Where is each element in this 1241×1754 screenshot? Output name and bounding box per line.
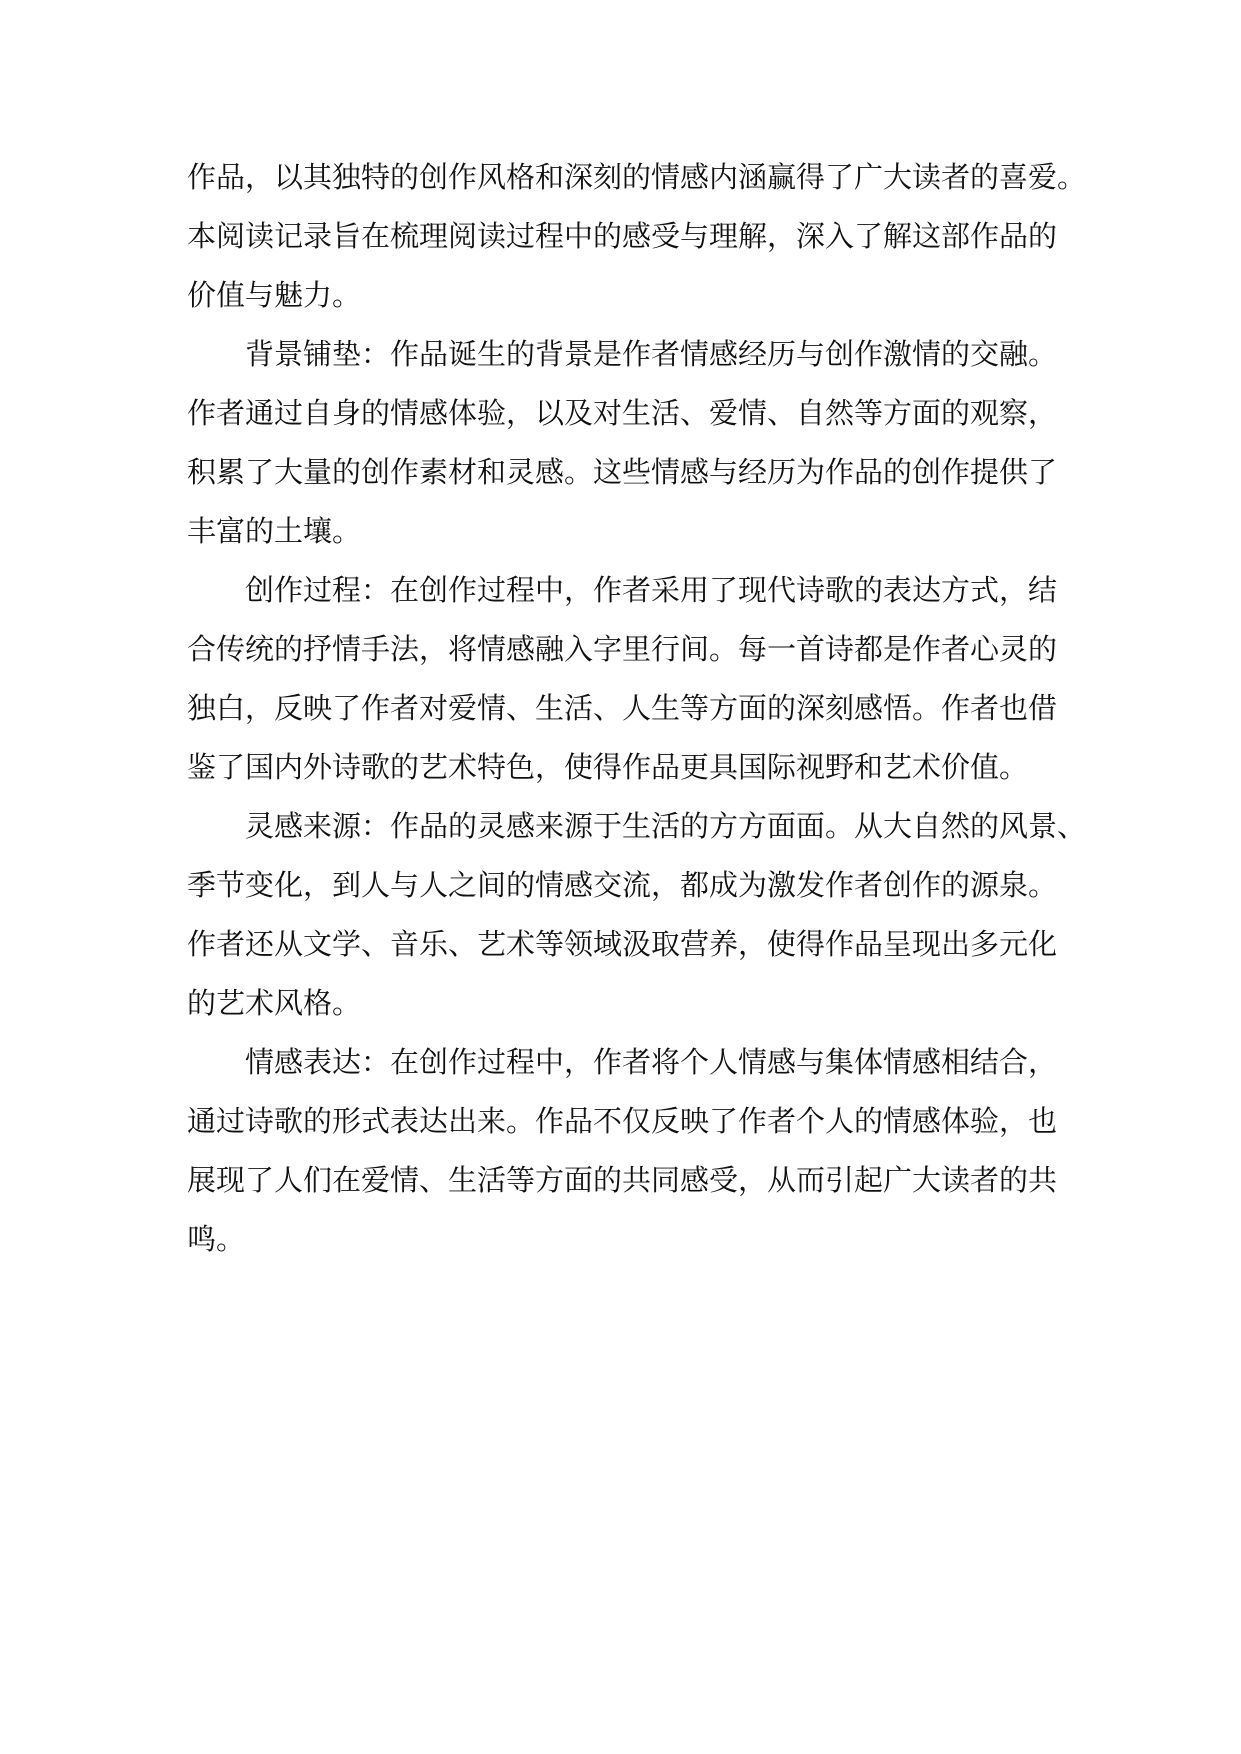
text-line: 价值与魅力。 [187,278,362,312]
paragraph-emotional-expression [187,1033,1058,1269]
paragraph-inspiration [187,797,1087,1033]
text-line: 鸣。 [187,1222,246,1256]
text-line: 独白，反映了作者对爱情、生活、人生等方面的深刻感悟。作者也借 [187,691,1058,725]
paragraph-background [187,325,1058,561]
text-line: 本阅读记录旨在梳理阅读过程中的感受与理解，深入了解这部作品的 [187,219,1058,253]
text-line: 展现了人们在爱情、生活等方面的共同感受，从而引起广大读者的共 [187,1163,1058,1197]
document-body [187,148,1087,1269]
text-line: 的艺术风格。 [187,986,362,1020]
text-line: 情感表达：在创作过程中，作者将个人情感与集体情感相结合， [245,1045,1058,1079]
text-line: 通过诗歌的形式表达出来。作品不仅反映了作者个人的情感体验，也 [187,1104,1058,1138]
text-line: 鉴了国内外诗歌的艺术特色，使得作品更具国际视野和艺术价值。 [187,750,1029,784]
text-line: 作者还从文学、音乐、艺术等领域汲取营养，使得作品呈现出多元化 [187,927,1058,961]
text-line: 作品，以其独特的创作风格和深刻的情感内涵赢得了广大读者的喜爱。 [187,160,1087,194]
text-line: 积累了大量的创作素材和灵感。这些情感与经历为作品的创作提供了 [187,455,1058,489]
text-line: 季节变化，到人与人之间的情感交流，都成为激发作者创作的源泉。 [187,868,1058,902]
text-line: 背景铺垫：作品诞生的背景是作者情感经历与创作激情的交融。 [245,337,1058,371]
text-line: 合传统的抒情手法，将情感融入字里行间。每一首诗都是作者心灵的 [187,632,1058,666]
text-line: 灵感来源：作品的灵感来源于生活的方方面面。从大自然的风景、 [245,809,1087,843]
paragraph-intro [187,148,1087,325]
text-line: 作者通过自身的情感体验，以及对生活、爱情、自然等方面的观察， [187,396,1058,430]
text-line: 创作过程：在创作过程中，作者采用了现代诗歌的表达方式，结 [245,573,1058,607]
text-line: 丰富的土壤。 [187,514,362,548]
paragraph-creation-process [187,561,1058,797]
